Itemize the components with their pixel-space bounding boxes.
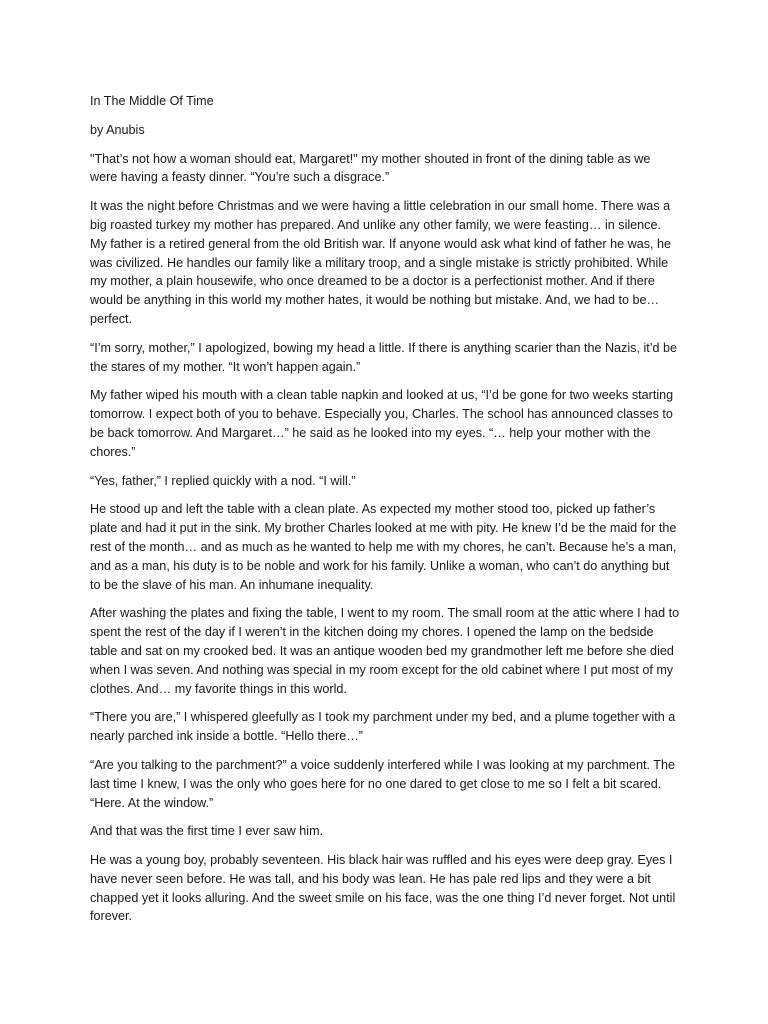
paragraph: And that was the first time I ever saw him. (90, 824, 324, 839)
paragraph: “Are you talking to the parchment?” a voice suddenly interfered while I was looking at my parchment. The last time I knew, I was the only who goes here for no one dared to get close to me so I felt a bit scared. “Here. At the window.” (90, 757, 675, 810)
paragraph: “Yes, father,” I replied quickly with a nod. “I will.” (90, 473, 356, 488)
paragraph: “There you are,” I whispered gleefully as I took my parchment under my bed, and a plume together with a nearly parched ink inside a bottle. “Hello there…” (90, 710, 676, 744)
paragraph: "That’s not how a woman should eat, Margaret!" my mother shouted in front of the dining table as we were having a feasty dinner. “You’re such a disgrace.” (90, 151, 651, 185)
document-title: In The Middle Of Time (90, 94, 214, 108)
paragraph: “I’m sorry, mother,” I apologized, bowing my head a little. If there is anything scarier than the Nazis, it’d be the stares of my mother. “It won’t happen again.” (90, 340, 678, 374)
paragraph: After washing the plates and fixing the table, I went to my room. The small room at the attic where I had to spent the rest of the day if I weren’t in the kitchen doing my chores. I opened the lamp on the bedside table and sat on my crooked bed. It was an antique wooden bed my grandmother left me before she died when I was seven. And nothing was special in my room except for the old cabinet where I put most of my clothes. And… my favorite things in this world. (90, 606, 680, 696)
document-author: by Anubis (90, 122, 145, 137)
paragraph: He stood up and left the table with a clean plate. As expected my mother stood too, picked up father’s plate and had it put in the sink. My brother Charles looked at me with pity. He knew I’d be the maid for the rest of the month… and as much as he wanted to help me with my chores, he can’t. Because he’s a man, and as a man, his duty is to be noble and work for his family. Unlike a woman, who can’t do anything but to be the slave of his man. An inhumane inequality. (90, 502, 677, 592)
paragraph: My father wiped his mouth with a clean table napkin and looked at us, “I’d be gone for two weeks starting tomorrow. I expect both of you to behave. Especially you, Charles. The school has announced classes to be back tomorrow. And Margaret…” he said as he looked into my eyes. “… help your mother with the chores.” (90, 388, 674, 459)
paragraph: It was the night before Christmas and we were having a little celebration in our small home. There was a big roasted turkey my mother has prepared. And unlike any other family, we were feasting… in silence. My father is a retired general from the old British war. If anyone would ask what kind of father he was, he was civilized. He handles our family like a military troop, and a single mistake is strictly prohibited. While my mother, a plain housewife, who once dreamed to be a doctor is a perfectionist mother. And if there would be anything in this world my mother hates, it would be nothing but mistake. And, we had to be… perfect. (90, 199, 672, 326)
document-body (90, 92, 680, 936)
paragraph: He was a young boy, probably seventeen. His black hair was ruffled and his eyes were deep gray. Eyes I have never seen before. He was tall, and his body was lean. He has pale red lips and they were a bit chapped yet it looks alluring. And the sweet smile on his face, was the one thing I’d never forget. Not until forever. (90, 853, 676, 924)
